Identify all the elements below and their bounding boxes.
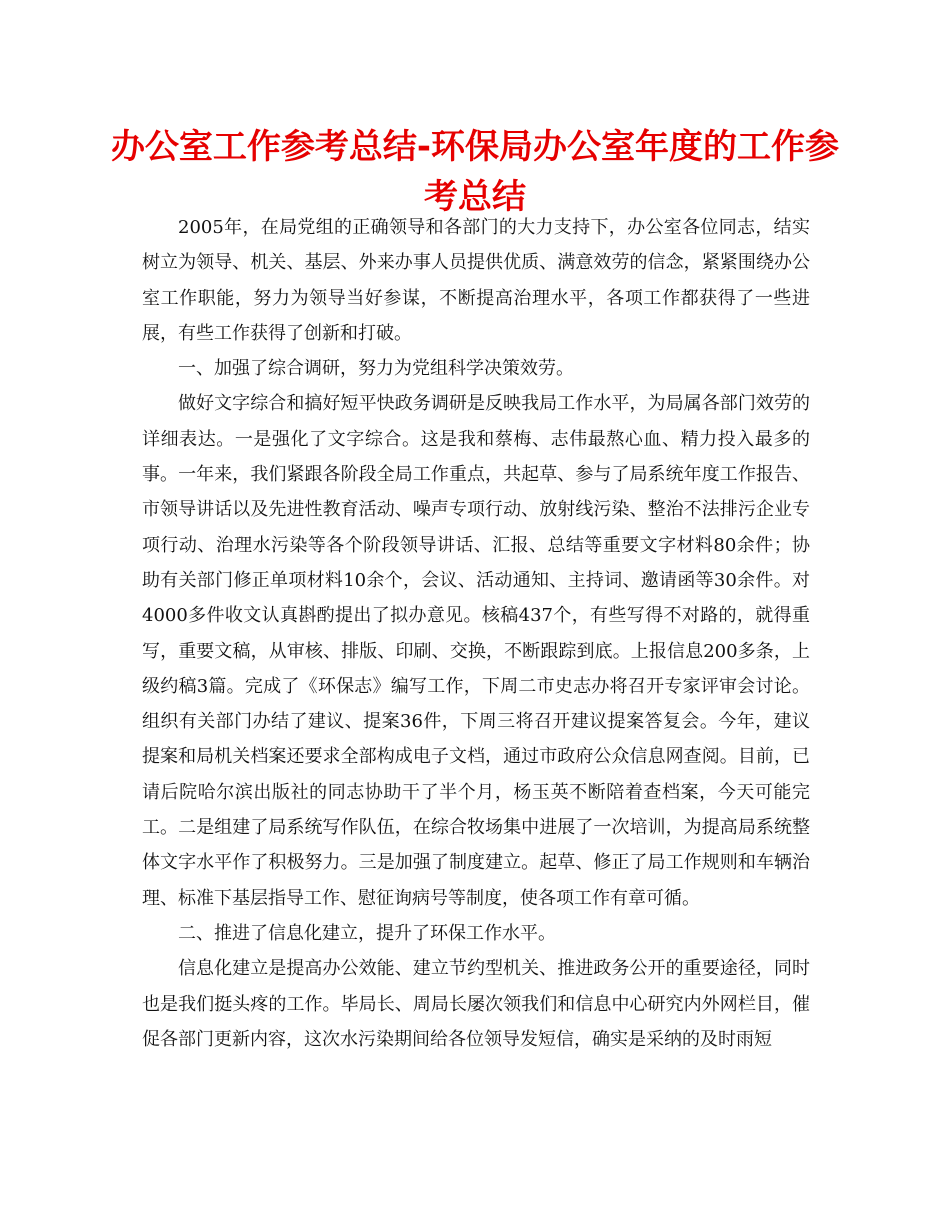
document-title: 办公室工作参考总结-环保局办公室年度的工作参考总结 xyxy=(110,127,840,217)
paragraph-section-2: 信息化建立是提高办公效能、建立节约型机关、推进政务公开的重要途径，同时也是我们挺头疼的工作。毕局长、周局长屡次领我们和信息中心研究内外网栏目，催促各部门更新内容，这次水污染期间给各位领导发短信，确实是采纳的及时雨短 xyxy=(142,958,810,1050)
document-body xyxy=(142,210,810,1057)
section-heading-1: 一、加强了综合调研，努力为党组科学决策效劳。 xyxy=(178,358,574,380)
paragraph-intro: 2005年，在局党组的正确领导和各部门的大力支持下，办公室各位同志，结实树立为领导、机关、基层、外来办事人员提供优质、满意效劳的信念，紧紧围绕办公室工作职能，努力为领导当好参谋，不断提高治理水平，各项工作都获得了一些进展，有些工作获得了创新和打破。 xyxy=(142,217,810,344)
section-heading-2: 二、推进了信息化建立，提升了环保工作水平。 xyxy=(178,922,556,944)
paragraph-section-1: 做好文字综合和搞好短平快政务调研是反映我局工作水平，为局属各部门效劳的详细表达。一是强化了文字综合。这是我和蔡梅、志伟最熬心血、精力投入最多的事。一年来，我们紧跟各阶段全局工作重点，共起草、参与了局系统年度工作报告、市领导讲话以及先进性教育活动、噪声专项行动、放射线污染、整治不法排污企业专项行动、治理水污染等各个阶段领导讲话、汇报、总结等重要文字材料80余件；协助有关部门修正单项材料10余个，会议、活动通知、主持词、邀请函等30余件。对4000多件收文认真斟酌提出了拟办意见。核稿437个，有些写得不对路的，就得重写，重要文稿，从审核、排版、印刷、交换，不断跟踪到底。上报信息200多条，上级约稿3篇。完成了《环保志》编写工作，下周二市史志办将召开专家评审会讨论。组织有关部门办结了建议、提案36件，下周三将召开建议提案答复会。今年，建议提案和局机关档案还要求全部构成电子文档，通过市政府公众信息网查阅。目前，已请后院哈尔滨出版社的同志协助干了半个月，杨玉英不断陪着查档案，今天可能完工。二是组建了局系统写作队伍，在综合牧场集中进展了一次培训，为提高局系统整体文字水平作了积极努力。三是加强了制度建立。起草、修正了局工作规则和车辆治理、标准下基层指导工作、慰征询病号等制度，使各项工作有章可循。 xyxy=(142,393,810,909)
